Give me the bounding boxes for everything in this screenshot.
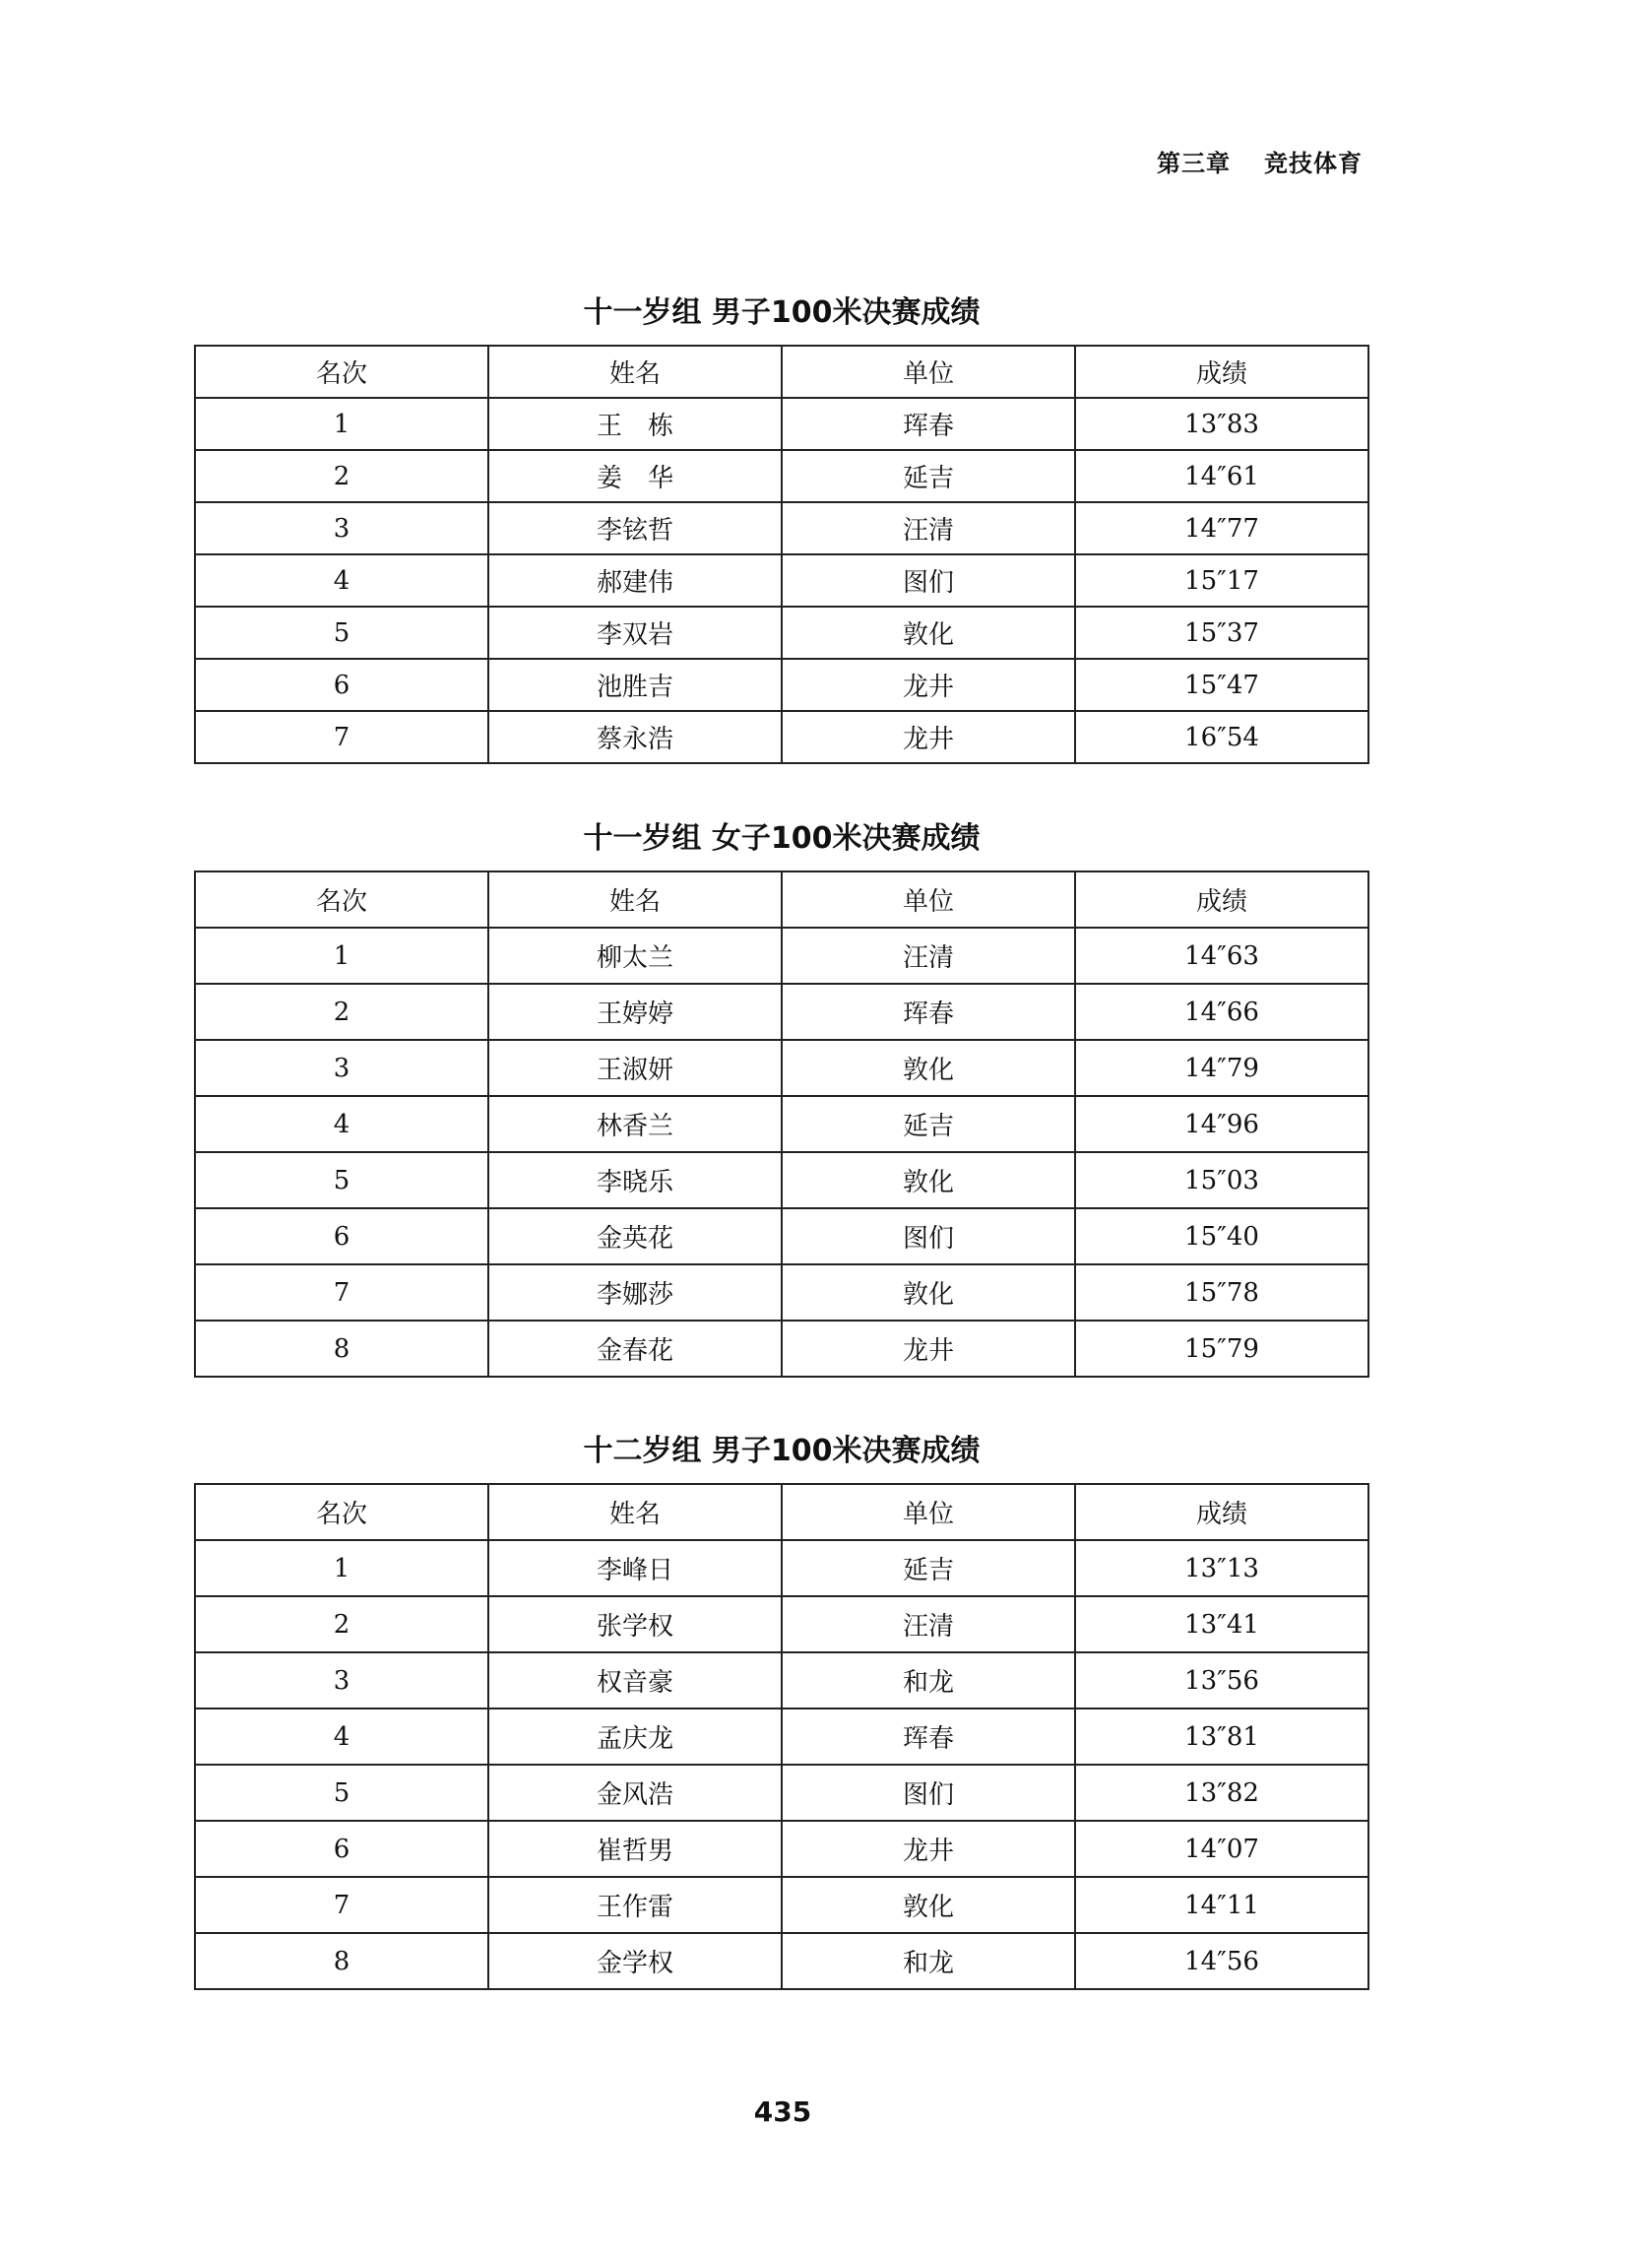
table-header-row bbox=[195, 1484, 1368, 1540]
table-cell: 郝建伟 bbox=[488, 554, 782, 607]
table-cell: 延吉 bbox=[782, 1096, 1075, 1152]
table-cell: 3 bbox=[195, 1040, 488, 1096]
table-cell: 8 bbox=[195, 1321, 488, 1377]
table-cell: 13″13 bbox=[1075, 1540, 1368, 1596]
table-cell: 珲春 bbox=[782, 398, 1075, 450]
table-cell: 3 bbox=[195, 1652, 488, 1709]
table-cell: 蔡永浩 bbox=[488, 711, 782, 763]
column-header: 名次 bbox=[195, 1484, 488, 1540]
table-row bbox=[195, 554, 1368, 607]
table-row bbox=[195, 1652, 1368, 1709]
table-cell: 15″37 bbox=[1075, 607, 1368, 659]
table-cell: 延吉 bbox=[782, 450, 1075, 502]
column-header: 单位 bbox=[782, 1484, 1075, 1540]
table-row bbox=[195, 398, 1368, 450]
table-cell: 珲春 bbox=[782, 1709, 1075, 1765]
table-cell: 龙井 bbox=[782, 711, 1075, 763]
table-cell: 7 bbox=[195, 711, 488, 763]
table-row bbox=[195, 1096, 1368, 1152]
table-cell: 4 bbox=[195, 1709, 488, 1765]
table-title: 十二岁组 男子100米决赛成绩 bbox=[583, 1434, 981, 1468]
table-header-row bbox=[195, 346, 1368, 398]
table-row bbox=[195, 1877, 1368, 1933]
table-cell: 14″96 bbox=[1075, 1096, 1368, 1152]
table-cell: 14″66 bbox=[1075, 984, 1368, 1040]
table-cell: 姜 华 bbox=[488, 450, 782, 502]
table-cell: 延吉 bbox=[782, 1540, 1075, 1596]
table-cell: 6 bbox=[195, 659, 488, 711]
results-section bbox=[194, 291, 1369, 764]
results-table bbox=[194, 345, 1369, 764]
table-cell: 13″41 bbox=[1075, 1596, 1368, 1652]
table-row bbox=[195, 1208, 1368, 1264]
table-row bbox=[195, 984, 1368, 1040]
table-row bbox=[195, 1709, 1368, 1765]
table-cell: 14″63 bbox=[1075, 928, 1368, 984]
table-cell: 王 栋 bbox=[488, 398, 782, 450]
results-section bbox=[194, 1430, 1369, 1990]
table-cell: 2 bbox=[195, 450, 488, 502]
results-table bbox=[194, 1483, 1369, 1990]
table-cell: 汪清 bbox=[782, 1596, 1075, 1652]
table-cell: 14″11 bbox=[1075, 1877, 1368, 1933]
running-head bbox=[1157, 144, 1363, 178]
results-section bbox=[194, 817, 1369, 1378]
table-cell: 15″47 bbox=[1075, 659, 1368, 711]
table-cell: 王婷婷 bbox=[488, 984, 782, 1040]
table-cell: 7 bbox=[195, 1877, 488, 1933]
table-cell: 5 bbox=[195, 1765, 488, 1821]
table-cell: 敦化 bbox=[782, 1152, 1075, 1208]
column-header: 名次 bbox=[195, 346, 488, 398]
column-header: 姓名 bbox=[488, 871, 782, 928]
table-cell: 1 bbox=[195, 928, 488, 984]
column-header: 成绩 bbox=[1075, 346, 1368, 398]
table-cell: 李铉哲 bbox=[488, 502, 782, 554]
table-cell: 13″81 bbox=[1075, 1709, 1368, 1765]
table-row bbox=[195, 1040, 1368, 1096]
table-cell: 敦化 bbox=[782, 1040, 1075, 1096]
table-cell: 14″56 bbox=[1075, 1933, 1368, 1989]
column-header: 名次 bbox=[195, 871, 488, 928]
table-row bbox=[195, 1821, 1368, 1877]
table-cell: 李峰日 bbox=[488, 1540, 782, 1596]
table-cell: 13″82 bbox=[1075, 1765, 1368, 1821]
table-cell: 14″79 bbox=[1075, 1040, 1368, 1096]
table-cell: 和龙 bbox=[782, 1652, 1075, 1709]
table-row bbox=[195, 711, 1368, 763]
table-cell: 15″03 bbox=[1075, 1152, 1368, 1208]
table-cell: 2 bbox=[195, 984, 488, 1040]
table-cell: 李双岩 bbox=[488, 607, 782, 659]
table-cell: 林香兰 bbox=[488, 1096, 782, 1152]
table-row bbox=[195, 607, 1368, 659]
column-header: 单位 bbox=[782, 871, 1075, 928]
table-cell: 2 bbox=[195, 1596, 488, 1652]
chapter-topic: 竞技体育 bbox=[1264, 150, 1363, 177]
table-header-row bbox=[195, 871, 1368, 928]
column-header: 成绩 bbox=[1075, 1484, 1368, 1540]
table-cell: 1 bbox=[195, 1540, 488, 1596]
chapter-label: 第三章 bbox=[1157, 150, 1231, 177]
table-cell: 李晓乐 bbox=[488, 1152, 782, 1208]
table-cell: 敦化 bbox=[782, 1877, 1075, 1933]
table-cell: 敦化 bbox=[782, 607, 1075, 659]
table-cell: 李娜莎 bbox=[488, 1264, 782, 1321]
table-cell: 15″17 bbox=[1075, 554, 1368, 607]
table-title: 十一岁组 男子100米决赛成绩 bbox=[583, 295, 981, 330]
table-row bbox=[195, 1596, 1368, 1652]
table-cell: 15″78 bbox=[1075, 1264, 1368, 1321]
table-cell: 14″61 bbox=[1075, 450, 1368, 502]
column-header: 成绩 bbox=[1075, 871, 1368, 928]
table-row bbox=[195, 1540, 1368, 1596]
table-cell: 权音豪 bbox=[488, 1652, 782, 1709]
table-cell: 王淑妍 bbox=[488, 1040, 782, 1096]
table-cell: 敦化 bbox=[782, 1264, 1075, 1321]
table-row bbox=[195, 928, 1368, 984]
table-cell: 金学权 bbox=[488, 1933, 782, 1989]
table-cell: 图们 bbox=[782, 1765, 1075, 1821]
table-cell: 崔哲男 bbox=[488, 1821, 782, 1877]
table-cell: 龙井 bbox=[782, 1321, 1075, 1377]
table-cell: 3 bbox=[195, 502, 488, 554]
table-cell: 柳太兰 bbox=[488, 928, 782, 984]
column-header: 单位 bbox=[782, 346, 1075, 398]
page-number: 435 bbox=[753, 2096, 812, 2128]
table-cell: 王作雷 bbox=[488, 1877, 782, 1933]
table-cell: 15″40 bbox=[1075, 1208, 1368, 1264]
column-header: 姓名 bbox=[488, 346, 782, 398]
table-cell: 4 bbox=[195, 554, 488, 607]
table-cell: 14″77 bbox=[1075, 502, 1368, 554]
table-cell: 龙井 bbox=[782, 659, 1075, 711]
table-cell: 金风浩 bbox=[488, 1765, 782, 1821]
table-cell: 珲春 bbox=[782, 984, 1075, 1040]
table-cell: 14″07 bbox=[1075, 1821, 1368, 1877]
table-row bbox=[195, 1765, 1368, 1821]
table-cell: 汪清 bbox=[782, 928, 1075, 984]
results-table bbox=[194, 871, 1369, 1378]
table-row bbox=[195, 1152, 1368, 1208]
table-cell: 5 bbox=[195, 607, 488, 659]
table-cell: 6 bbox=[195, 1208, 488, 1264]
table-row bbox=[195, 659, 1368, 711]
table-row bbox=[195, 1264, 1368, 1321]
column-header: 姓名 bbox=[488, 1484, 782, 1540]
table-cell: 7 bbox=[195, 1264, 488, 1321]
table-cell: 金英花 bbox=[488, 1208, 782, 1264]
table-cell: 13″83 bbox=[1075, 398, 1368, 450]
table-cell: 6 bbox=[195, 1821, 488, 1877]
table-cell: 15″79 bbox=[1075, 1321, 1368, 1377]
table-cell: 孟庆龙 bbox=[488, 1709, 782, 1765]
table-cell: 金春花 bbox=[488, 1321, 782, 1377]
table-cell: 图们 bbox=[782, 554, 1075, 607]
table-row bbox=[195, 1933, 1368, 1989]
table-cell: 8 bbox=[195, 1933, 488, 1989]
table-cell: 汪清 bbox=[782, 502, 1075, 554]
table-cell: 张学权 bbox=[488, 1596, 782, 1652]
table-cell: 池胜吉 bbox=[488, 659, 782, 711]
table-row bbox=[195, 502, 1368, 554]
table-title: 十一岁组 女子100米决赛成绩 bbox=[583, 821, 981, 856]
table-row bbox=[195, 450, 1368, 502]
table-cell: 13″56 bbox=[1075, 1652, 1368, 1709]
table-cell: 图们 bbox=[782, 1208, 1075, 1264]
table-cell: 和龙 bbox=[782, 1933, 1075, 1989]
table-row bbox=[195, 1321, 1368, 1377]
table-cell: 1 bbox=[195, 398, 488, 450]
table-cell: 龙井 bbox=[782, 1821, 1075, 1877]
table-cell: 16″54 bbox=[1075, 711, 1368, 763]
table-cell: 5 bbox=[195, 1152, 488, 1208]
table-cell: 4 bbox=[195, 1096, 488, 1152]
